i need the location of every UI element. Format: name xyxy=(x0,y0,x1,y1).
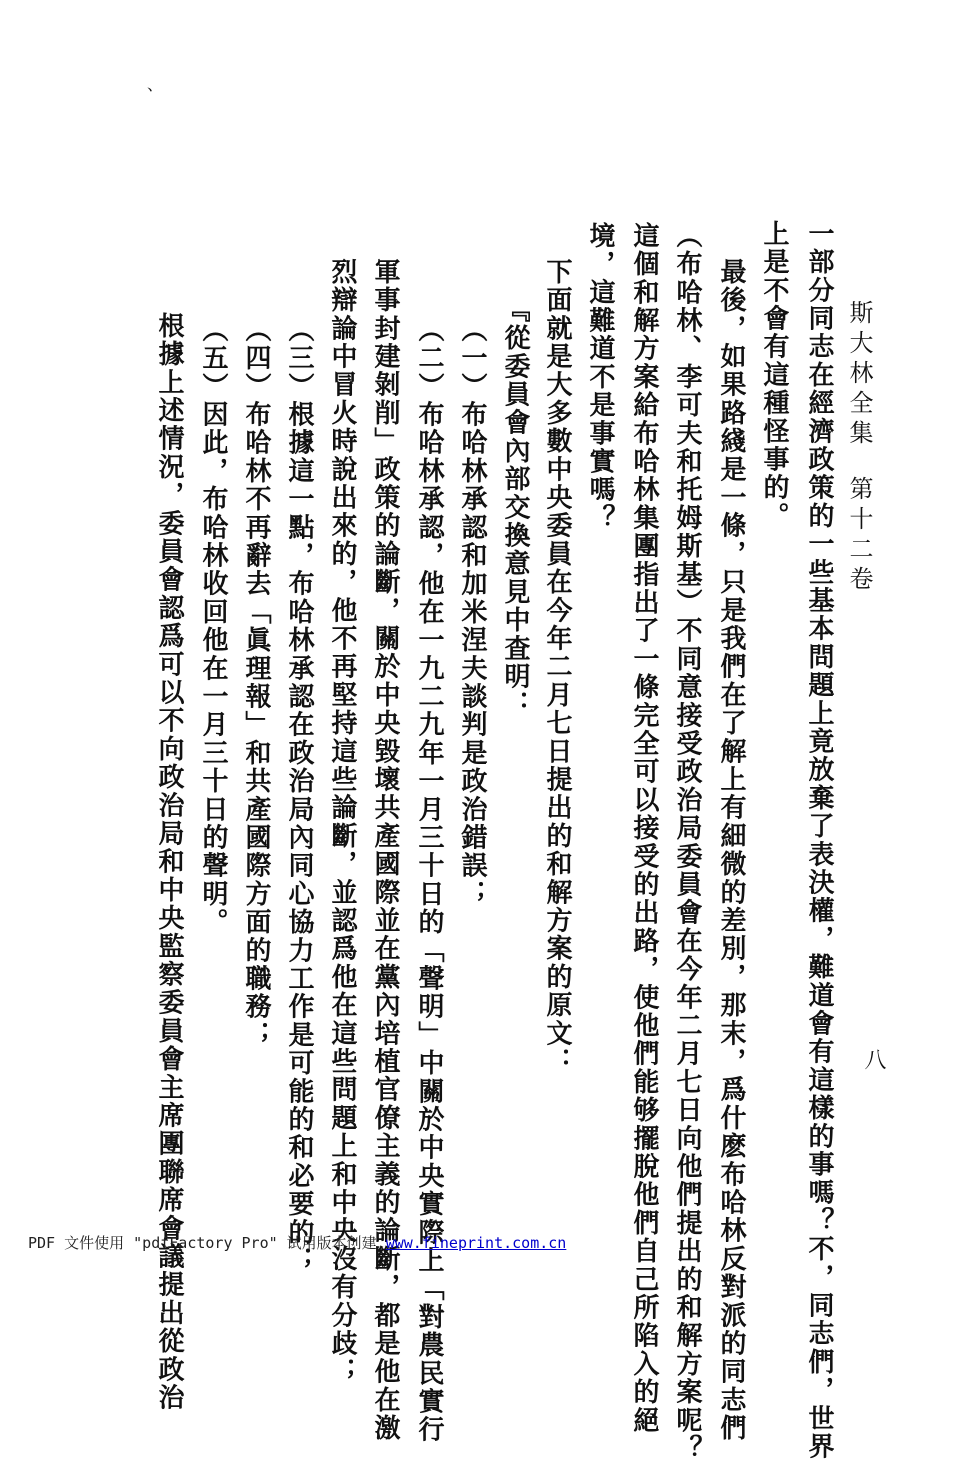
text-column-16: 根據上述情況，委員會認爲可以不向政治局和中央監察委員會主席團聯席會議提出從政治 xyxy=(154,312,184,1412)
text-column-2: 一部分同志在經濟政策的一些基本問題上竟放棄了表決權，難道會有這樣的事嗎？不，同志們，世界 xyxy=(804,220,834,1461)
text-column-10: （二）布哈林承認，他在一九二九年一月三十日的「聲明」中關於中央實際上「對農民實行 xyxy=(414,316,444,1444)
text-column-14: （四）布哈林不再辭去「眞理報」和共產國際方面的職務； xyxy=(241,316,271,1050)
footer-link[interactable]: www.fineprint.com.cn xyxy=(385,1234,567,1252)
text-column-8: 『從委員會內部交換意見中査明： xyxy=(500,296,530,719)
text-column-15: （五）因此，布哈林收回他在一月三十日的聲明。 xyxy=(198,316,228,937)
text-column-3: 最後，如果路綫是一條，只是我們在了解上有細微的差別，那末，爲什麽布哈林反對派的同志們 xyxy=(716,258,746,1443)
text-column-11: 軍事封建剝削」政策的論斷，關於中央毀壞共產國際並在黨內培植官僚主義的論斷，都是他在激 xyxy=(370,258,400,1443)
text-column-13: （三）根據這一點，布哈林承認在政治局內同心協力工作是可能的和必要的； xyxy=(284,316,314,1275)
text-column-5: 這個和解方案給布哈林集團指出了一條完全可以接受的出路，使他們能够擺脫他們自己所陷入的絕 xyxy=(629,222,659,1435)
running-head-volume: 第十二卷 xyxy=(845,476,873,596)
text-column-9: （一）布哈林承認和加米涅夫談判是政治錯誤； xyxy=(457,316,487,909)
footer-text: PDF 文件使用 "pdfFactory Pro" 试用版本创建 xyxy=(28,1234,377,1252)
text-column-1: 上是不會有這種怪事的。 xyxy=(759,220,789,531)
text-column-6: 境，這難道不是事實嗎？ xyxy=(585,222,615,533)
text-column-12: 烈辯論中冒火時說出來的，他不再堅持這些論斷，並認爲他在這些問題上和中央沒有分歧； xyxy=(327,258,357,1386)
pdf-footer xyxy=(28,1232,566,1253)
page-number: 八 xyxy=(861,1048,886,1073)
stray-mark: 、 xyxy=(147,75,164,94)
text-column-7: 下面就是大多數中央委員在今年二月七日提出的和解方案的原文： xyxy=(542,258,572,1076)
text-column-4: （布哈林、李可夫和托姆斯基）不同意接受政治局委員會在今年二月七日向他們提出的和解方案呢？ xyxy=(672,222,702,1463)
running-head-title: 斯大林全集 xyxy=(845,300,873,450)
